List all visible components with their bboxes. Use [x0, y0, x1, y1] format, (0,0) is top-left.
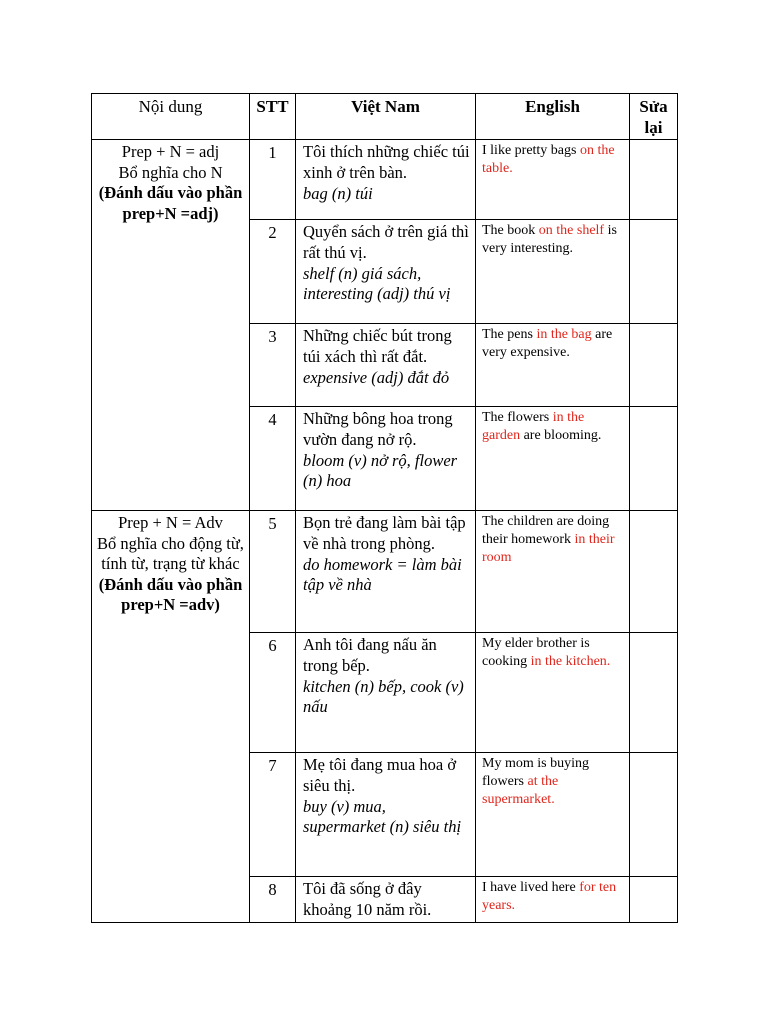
- header-stt: STT: [250, 94, 296, 140]
- header-fix: Sửa lại: [630, 94, 678, 140]
- stt-cell: 1: [250, 140, 296, 220]
- header-vietnamese: Việt Nam: [296, 94, 476, 140]
- stt-cell: 4: [250, 407, 296, 511]
- vietnamese-cell: [296, 511, 476, 633]
- vietnamese-cell: [296, 407, 476, 511]
- fix-cell[interactable]: [630, 324, 678, 407]
- vocabulary-note: shelf (n) giá sách, interesting (adj) thú vị: [303, 263, 451, 304]
- fix-cell[interactable]: [630, 407, 678, 511]
- english-text: My mom is buying flowers: [482, 756, 589, 789]
- stt-cell: 6: [250, 633, 296, 753]
- prep-phrase-highlight: in the kitchen.: [530, 654, 611, 669]
- stt-cell: 7: [250, 753, 296, 877]
- english-cell: [476, 220, 630, 324]
- vietnamese-cell: [296, 140, 476, 220]
- english-text: I like pretty bags: [482, 143, 580, 158]
- vietnamese-sentence: Quyển sách ở trên giá thì rất thú vị.: [303, 222, 469, 262]
- vietnamese-sentence: Anh tôi đang nấu ăn trong bếp.: [303, 635, 437, 675]
- vocabulary-note: bag (n) túi: [303, 183, 373, 203]
- english-text: is very interesting.: [482, 223, 617, 256]
- english-cell: [476, 324, 630, 407]
- english-cell: [476, 511, 630, 633]
- english-text: I have lived here: [482, 880, 580, 895]
- english-text: The book: [482, 223, 539, 238]
- group-line: Bổ nghĩa cho N: [118, 162, 223, 182]
- header-content: Nội dung: [92, 94, 250, 140]
- group-instruction: (Đánh dấu vào phần prep+N =adj): [98, 183, 243, 223]
- group-line: Prep + N = Adv: [118, 513, 223, 532]
- exercise-table: [91, 93, 678, 923]
- group-cell-adj: [92, 140, 250, 511]
- english-text: The pens: [482, 327, 537, 342]
- fix-cell[interactable]: [630, 220, 678, 324]
- vocabulary-note: do homework = làm bài tập về nhà: [303, 554, 462, 595]
- header-row: [92, 94, 678, 140]
- table-row: [92, 140, 678, 220]
- vietnamese-sentence: Những bông hoa trong vườn đang nở rộ.: [303, 409, 453, 449]
- stt-cell: 2: [250, 220, 296, 324]
- prep-phrase-highlight: on the shelf: [538, 223, 605, 238]
- group-line: Bổ nghĩa cho động từ, tính từ, trạng từ khác: [97, 533, 244, 573]
- stt-cell: 8: [250, 877, 296, 923]
- stt-cell: 5: [250, 511, 296, 633]
- prep-phrase-highlight: at the supermarket.: [482, 774, 559, 807]
- vocabulary-note: buy (v) mua, supermarket (n) siêu thị: [303, 796, 462, 837]
- english-text: The children are doing their homework: [482, 514, 610, 547]
- english-cell: [476, 877, 630, 923]
- vocabulary-note: kitchen (n) bếp, cook (v) nấu: [303, 676, 464, 717]
- vietnamese-sentence: Tôi đã sống ở đây khoảng 10 năm rồi.: [303, 879, 432, 919]
- english-text: My elder brother is cooking: [482, 636, 590, 669]
- vietnamese-sentence: Tôi thích những chiếc túi xinh ở trên bàn.: [303, 142, 470, 182]
- english-text: are blooming.: [520, 428, 602, 443]
- english-text: are very expensive.: [482, 327, 613, 360]
- prep-phrase-highlight: in their room: [482, 532, 615, 565]
- english-cell: [476, 753, 630, 877]
- group-cell-adv: [92, 511, 250, 923]
- table-row: [92, 511, 678, 633]
- prep-phrase-highlight: on the table.: [482, 143, 615, 176]
- vietnamese-cell: [296, 633, 476, 753]
- english-text: The flowers: [482, 410, 553, 425]
- fix-cell[interactable]: [630, 633, 678, 753]
- group-line: Prep + N = adj: [121, 142, 220, 161]
- fix-cell[interactable]: [630, 753, 678, 877]
- vietnamese-sentence: Mẹ tôi đang mua hoa ở siêu thị.: [303, 755, 457, 795]
- prep-phrase-highlight: in the garden: [482, 410, 585, 443]
- vietnamese-cell: [296, 324, 476, 407]
- fix-cell[interactable]: [630, 511, 678, 633]
- vocabulary-note: bloom (v) nở rộ, flower (n) hoa: [303, 450, 458, 491]
- vietnamese-sentence: Những chiếc bút trong túi xách thì rất đắt.: [303, 326, 452, 366]
- stt-cell: 3: [250, 324, 296, 407]
- fix-cell[interactable]: [630, 140, 678, 220]
- vocabulary-note: expensive (adj) đắt đỏ: [303, 367, 450, 387]
- vietnamese-sentence: Bọn trẻ đang làm bài tập về nhà trong phòng.: [303, 513, 466, 553]
- prep-phrase-highlight: in the bag: [536, 327, 592, 342]
- prep-phrase-highlight: for ten years.: [482, 880, 617, 913]
- english-cell: [476, 140, 630, 220]
- english-cell: [476, 407, 630, 511]
- vietnamese-cell: [296, 877, 476, 923]
- header-english: English: [476, 94, 630, 140]
- vietnamese-cell: [296, 220, 476, 324]
- fix-cell[interactable]: [630, 877, 678, 923]
- english-cell: [476, 633, 630, 753]
- group-instruction: (Đánh dấu vào phần prep+N =adv): [98, 574, 243, 614]
- vietnamese-cell: [296, 753, 476, 877]
